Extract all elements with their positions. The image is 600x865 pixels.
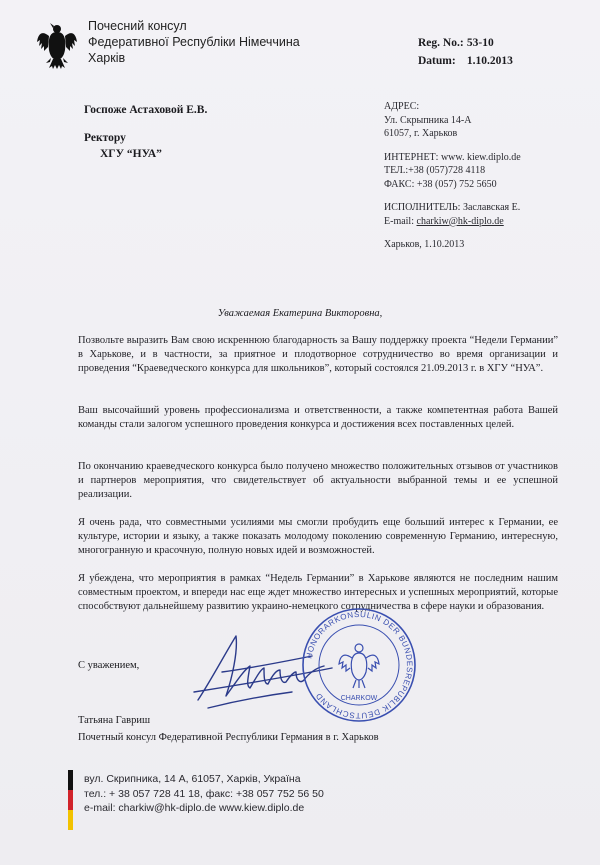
signer-title: Почетный консул Федеративной Республики Германия в г. Харьков xyxy=(78,732,379,743)
svg-text:HONORARKONSULIN DER BUNDESREPU xyxy=(304,610,414,720)
issuer-line: Харків xyxy=(88,51,126,65)
date-label: Datum: xyxy=(418,55,456,67)
address-city: 61057, г. Харьков xyxy=(384,128,458,139)
body-paragraph-4: Я очень рада, что совместными усилиями мы смогли пробудить еще больший интерес к Германии, ее культуре, истории и языку, а также показать молодому поколению современную Германию, интересную, многогранную и красочную, полную новых идей и возможностей. xyxy=(78,517,558,556)
email-label: E-mail: xyxy=(384,215,417,227)
footer-contacts xyxy=(84,772,384,816)
seal-text: HONORARKONSULIN DER BUNDESREPUBLIK DEUTSCHLAND xyxy=(304,609,415,721)
footer-web: e-mail: charkiw@hk-diplo.de www.kiew.diplo.de xyxy=(84,802,305,814)
federal-eagle-icon xyxy=(36,20,78,70)
salutation: Уважаемая Екатерина Викторовна, xyxy=(217,308,383,319)
issuer-line: Федеративної Республіки Німеччина xyxy=(88,35,300,49)
reference-block xyxy=(418,34,568,70)
address-executor: ИСПОЛНИТЕЛЬ: Заславская Е. xyxy=(384,202,521,213)
address-label: АДРЕС: xyxy=(384,101,420,112)
official-seal-stamp xyxy=(300,606,418,724)
body-paragraph-1: Позвольте выразить Вам свою искреннюю благодарность за Вашу поддержку проекта “Недели Германии” в Харькове, и в частности, за приятное и плодотворное сотрудничество во время организации и проведения “Краеведческого конкурса для школьников”, который состоялся 21.09.2013 г. в ХГУ “НУА”. xyxy=(78,335,558,374)
place-date: Харьков, 1.10.2013 xyxy=(384,239,465,250)
address-block xyxy=(384,100,584,252)
issuer-line: Почесний консул xyxy=(88,19,187,33)
address-internet: ИНТЕРНЕТ: www. kiew.diplo.de xyxy=(384,151,521,163)
footer-address: вул. Скрипника, 14 А, 61057, Харків, Україна xyxy=(84,773,301,785)
flag-stripe-black xyxy=(68,770,73,790)
recipient-position: Ректору xyxy=(84,132,126,144)
seal-city: CHARKOW xyxy=(340,695,378,702)
reg-label: Reg. No.: xyxy=(418,37,464,49)
date-value: 1.10.2013 xyxy=(466,55,513,67)
flag-stripe-red xyxy=(68,790,73,810)
body-paragraph-3: По окончанию краеведческого конкурса было получено множество положительных отзывов от участников и партнеров мероприятия, что свидетельствует об актуальности выбранной темы и ее успешной реализации. xyxy=(78,461,558,500)
closing: С уважением, xyxy=(78,660,140,671)
flag-stripe-gold xyxy=(68,810,73,830)
address-street: Ул. Скрыпника 14-А xyxy=(384,114,472,126)
issuer-block xyxy=(88,18,348,66)
email-link[interactable]: charkiw@hk-diplo.de xyxy=(416,215,504,227)
recipient-block xyxy=(84,102,314,162)
body-paragraph-5: Я убеждена, что мероприятия в рамках “Недель Германии” в Харькове являются не последним нашим совместным проектом, и впереди нас еще ждет множество интересных и успешных мероприятий, которые способствуют дальнейшему развитию украино-немецкого сотрудничества в сфере науки и образования. xyxy=(78,573,558,612)
recipient-organization: ХГУ “НУА” xyxy=(100,148,162,160)
signer-name: Татьяна Гавриш xyxy=(78,715,151,726)
german-flag-bar xyxy=(68,770,73,830)
address-phone: ТЕЛ.:+38 (057)728 4118 xyxy=(384,165,486,176)
address-fax: ФАКС: +38 (057) 752 5650 xyxy=(384,178,497,190)
reg-number: 53-10 xyxy=(466,37,494,49)
signer-block xyxy=(78,712,478,746)
recipient-name: Госпоже Астаховой Е.В. xyxy=(84,104,208,116)
body-paragraph-2: Ваш высочайший уровень профессионализма и ответственности, а также компетентная работа Вашей команды стали залогом успешного проведения конкурса и достижения всех поставленных целей. xyxy=(78,405,558,430)
footer-phone: тел.: + 38 057 728 41 18, факс: +38 057 752 56 50 xyxy=(84,787,324,800)
